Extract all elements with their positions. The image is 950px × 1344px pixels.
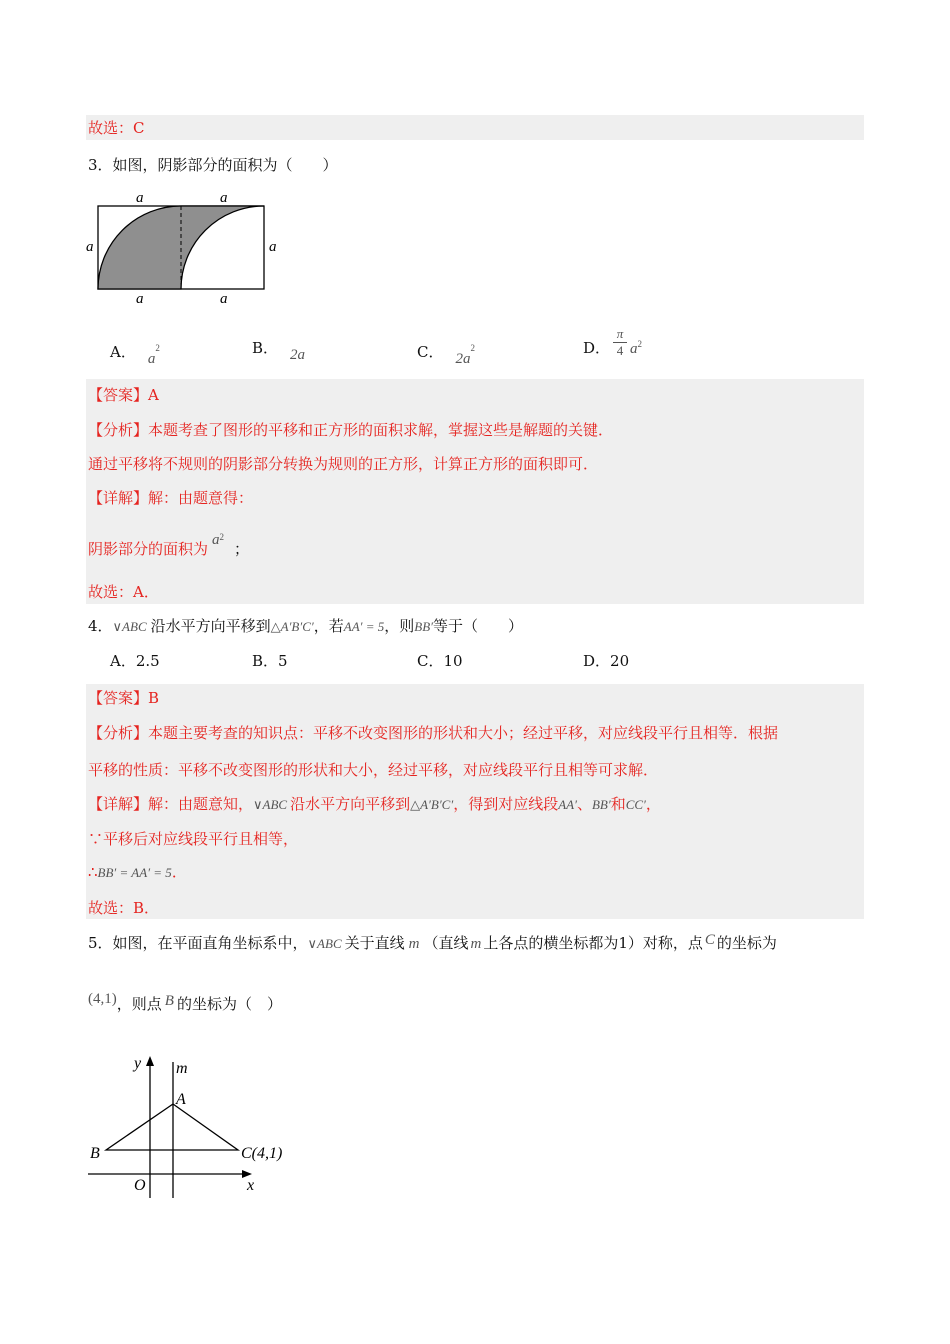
option-letter: B． (252, 652, 279, 670)
detail-text: 、 (576, 795, 592, 813)
option-letter: C． (417, 343, 444, 361)
y-axis-arrow (146, 1056, 154, 1066)
option-value: 2a (290, 347, 306, 363)
q4-option-a (110, 651, 160, 671)
q3-right-label: a (269, 239, 277, 255)
point-b-label: B (90, 1145, 100, 1162)
q3-option-b (252, 338, 306, 363)
detail-text: 阴影部分的面积为 (88, 540, 209, 558)
q3-conclusion: 故选：A． (88, 583, 159, 601)
option-sup: 2 (637, 339, 642, 349)
option-value: 20 (610, 652, 630, 670)
q4-text: 等于（ ） (433, 617, 524, 635)
q5-triangle-abc: ∨ABC (307, 936, 342, 951)
q4-text: ，则 (384, 617, 415, 635)
q4-conclusion: 故选：B． (88, 899, 160, 917)
fraction-numerator: π (616, 326, 624, 341)
detail-text: ，得到对应线段 (453, 795, 559, 813)
q4-option-d (583, 651, 629, 671)
q5-text: 的坐标为 (716, 934, 777, 952)
q5-text: 关于直线 (344, 934, 405, 952)
q4-detail-1 (88, 794, 661, 815)
q3-option-c (417, 338, 475, 367)
detail-text: ， (645, 795, 661, 813)
q2-solution-box (86, 115, 864, 140)
q3-option-d-fraction (613, 326, 627, 359)
q4-stem (88, 616, 523, 637)
q5-point-c-coordinates: (4,1) (88, 991, 117, 1007)
q5-point-c: C (704, 932, 715, 948)
q3-answer: 【答案】A (88, 386, 159, 404)
detail-triangle-prime: △A′B′C′ (410, 797, 454, 812)
option-value: a (630, 341, 638, 357)
q3-stem: 3．如图，阴影部分的面积为（ ） (88, 156, 338, 174)
q3-option-d (583, 338, 610, 358)
q4-option-b (252, 651, 288, 671)
detail-segment-aa: AA′ (558, 797, 577, 812)
q4-analysis-2: 平移的性质：平移不改变图形的形状和大小，经过平移，对应线段平行且相等可求解． (88, 761, 659, 779)
fraction-denominator: 4 (613, 342, 627, 359)
q3-top-label-2: a (220, 190, 228, 206)
option-letter: B． (252, 339, 279, 357)
q4-text: ，若 (313, 617, 344, 635)
detail-math: a (212, 532, 220, 548)
detail-text: 和 (610, 795, 626, 813)
q5-stem-line-2 (88, 991, 282, 1015)
q5-coordinate-figure (84, 1048, 304, 1208)
point-a-label: A (176, 1091, 186, 1108)
q3-analysis-1: 【分析】本题考查了图形的平移和正方形的面积求解，掌握这些是解题的关键． (88, 421, 614, 439)
q4-triangle-abc: ∨ABC (112, 619, 147, 634)
triangle-abc (106, 1104, 238, 1150)
q4-analysis-1: 【分析】本题主要考查的知识点：平移不改变图形的形状和大小；经过平移，对应线段平行且相等．根据 (88, 724, 779, 742)
q5-text: 的坐标为（ ） (176, 995, 282, 1013)
q3-option-d-term (630, 334, 642, 359)
q4-detail-2: ∵平移后对应线段平行且相等， (88, 830, 299, 848)
q5-line-m: m (408, 936, 420, 952)
option-value: 2.5 (135, 652, 160, 670)
option-letter: D． (583, 339, 611, 357)
q5-text: ，则点 (116, 995, 162, 1013)
option-value: 2a (455, 351, 471, 367)
option-letter: A． (110, 343, 136, 361)
option-letter: C． (417, 652, 444, 670)
point-c-label: C(4,1) (241, 1145, 283, 1162)
q4-equation: AA′ = 5 (343, 619, 385, 634)
q2-conclusion: 故选：C (88, 119, 145, 137)
q4-option-c (417, 651, 463, 671)
detail-text: ． (171, 863, 187, 881)
q5-line-m: m (470, 936, 482, 952)
q5-point-b: B (164, 993, 174, 1009)
q4-detail-3 (88, 862, 187, 883)
q3-option-a (110, 338, 160, 367)
q3-bottom-label-1: a (136, 291, 144, 307)
q4-answer: 【答案】B (88, 689, 160, 707)
origin-label: O (134, 1177, 146, 1194)
detail-text: 沿水平方向平移到 (290, 795, 411, 813)
option-value: a (147, 351, 156, 367)
q3-top-label-1: a (136, 190, 144, 206)
detail-triangle-abc: ∨ABC (253, 797, 288, 812)
option-letter: D． (583, 652, 611, 670)
detail-segment-cc: CC′ (625, 797, 646, 812)
q3-figure (84, 188, 284, 308)
option-sup: 2 (470, 343, 475, 353)
detail-segment-bb: BB′ (591, 797, 611, 812)
y-axis-label: y (134, 1055, 142, 1072)
option-sup: 2 (155, 343, 160, 353)
q3-detail-1: 【详解】解：由题意得： (88, 489, 254, 507)
q3-bottom-label-2: a (220, 291, 228, 307)
line-m-label: m (176, 1060, 188, 1077)
detail-end: ； (234, 540, 250, 558)
q5-text: 5．如图，在平面直角坐标系中， (88, 934, 308, 952)
detail-equation: BB′ = AA′ = 5 (97, 865, 172, 880)
option-letter: A． (110, 652, 136, 670)
q5-text: 上各点的横坐标都为1）对称，点 (483, 934, 703, 952)
q3-detail-2 (88, 532, 250, 560)
q4-text: 沿水平方向平移到 (150, 617, 271, 635)
detail-sup: 2 (219, 532, 225, 542)
q3-left-label: a (86, 239, 94, 255)
q5-stem-line-1 (88, 933, 777, 954)
q4-number: 4． (88, 617, 113, 635)
q3-analysis-2: 通过平移将不规则的阴影部分转换为规则的正方形，计算正方形的面积即可． (88, 455, 599, 473)
q4-segment-bb: BB′ (414, 619, 433, 634)
x-axis-label: x (247, 1177, 255, 1194)
therefore-symbol: ∴ (88, 863, 98, 881)
detail-text: 【详解】解：由题意知， (88, 795, 254, 813)
option-value: 5 (278, 652, 288, 670)
option-value: 10 (443, 652, 463, 670)
q4-triangle-prime: △A′B′C′ (270, 619, 314, 634)
q5-text: （直线 (423, 934, 469, 952)
